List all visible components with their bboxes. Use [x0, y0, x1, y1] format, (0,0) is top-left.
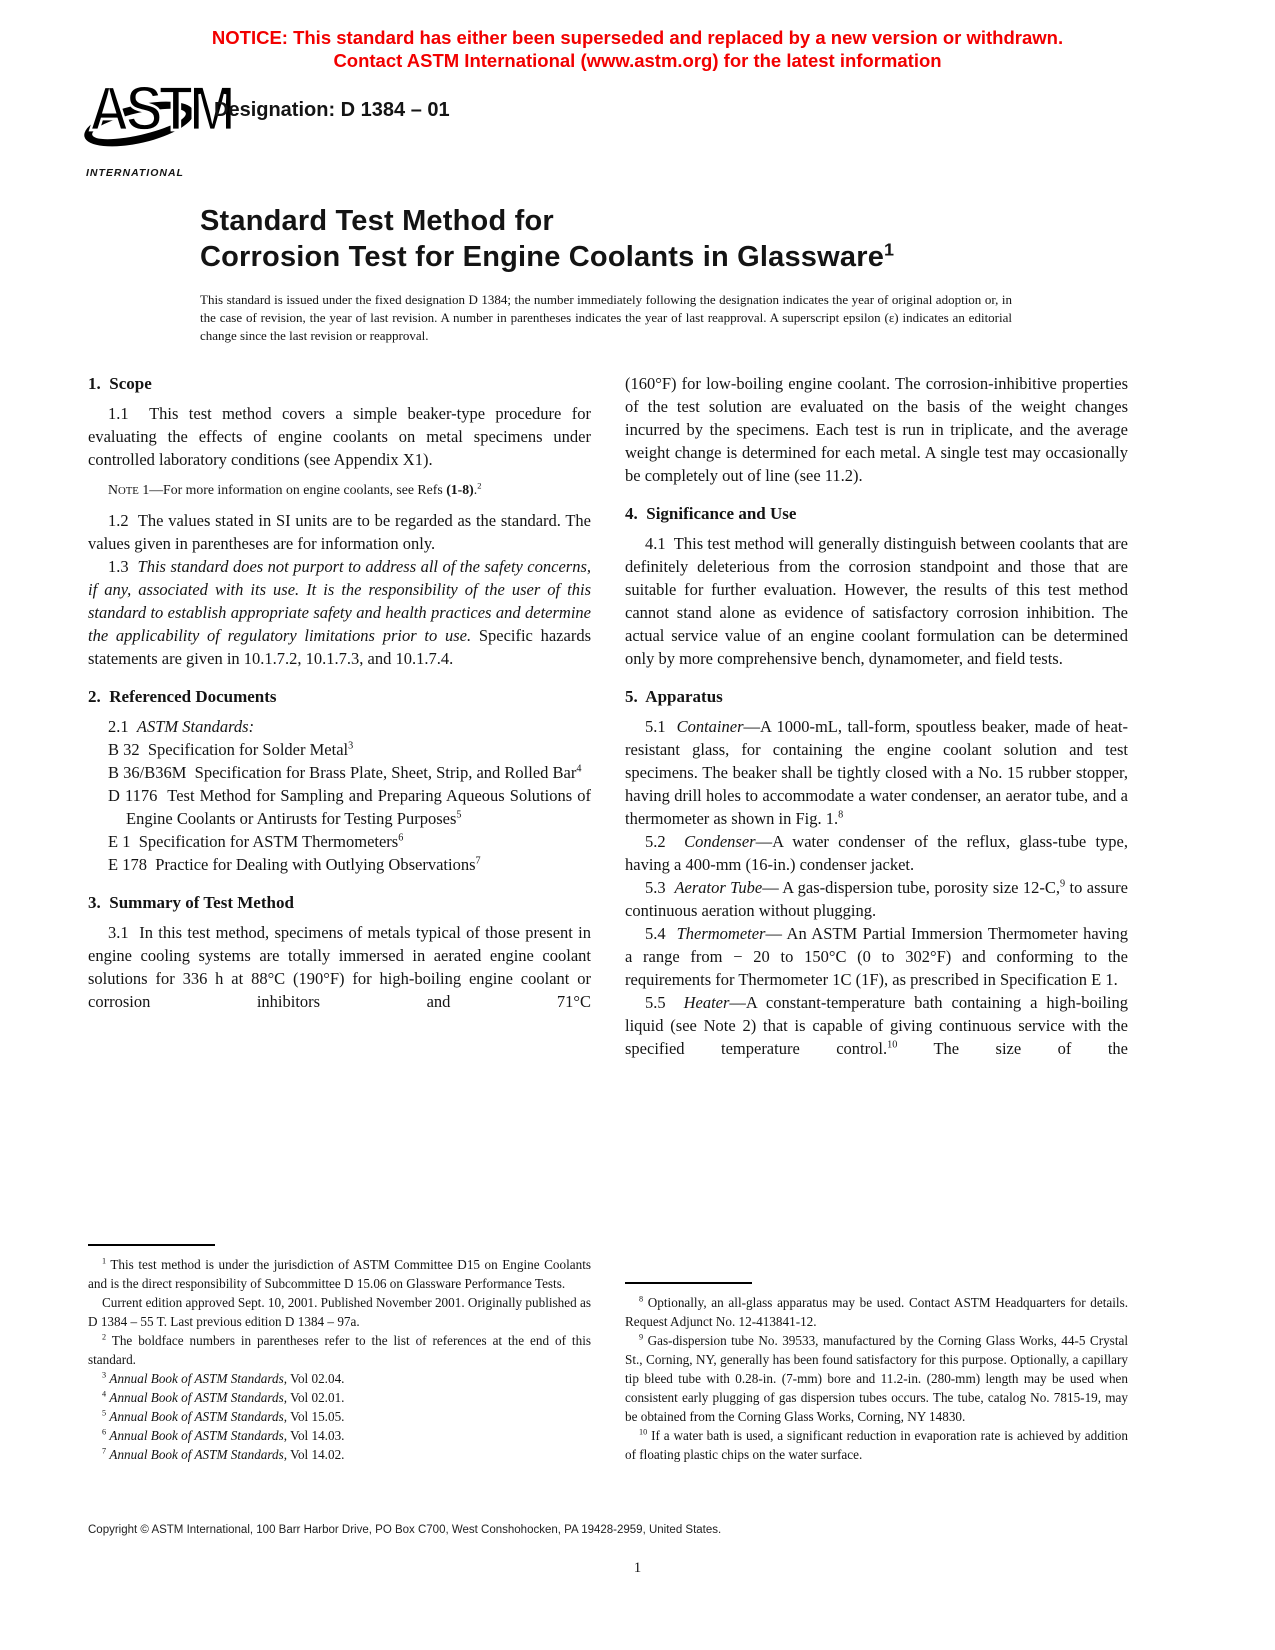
para-1-2: 1.2 The values stated in SI units are to be regarded as the standard. The values given in parentheses are for information only. — [88, 511, 591, 553]
section-heading-scope: 1. Scope — [88, 374, 152, 393]
para-3-1: 3.1 In this test method, specimens of metals typical of those present in engine cooling systems are totally immersed in aerated engine coolant solutions for 336 h at 88°C (190°F) for high-boiling engine coolant or corrosion inhibitors and 71°C — [88, 923, 591, 1011]
body-columns — [88, 372, 1128, 1464]
title-line-1: Standard Test Method for — [200, 205, 554, 237]
page-number: 1 — [633, 1560, 642, 1576]
footnote-4: $^4$ Annual Book of ASTM Standards, Vol 02.01. — [102, 1389, 345, 1405]
copyright-line: Copyright © ASTM International, 100 Barr Harbor Drive, PO Box C700, West Conshohocken, PA 19428-2959, United States. — [88, 1524, 722, 1536]
para-1-1: 1.1 This test method covers a simple beaker-type procedure for evaluating the effects of engine coolants on metal specimens under controlled laboratory conditions (see Appendix X1). — [88, 404, 591, 469]
ref-item-b36: B 36/B36M Specification for Brass Plate, Sheet, Strip, and Rolled Bar$^4$ — [108, 763, 582, 782]
footnote-6: $^6$ Annual Book of ASTM Standards, Vol 14.03. — [102, 1427, 345, 1443]
para-2-1: 2.1 ASTM Standards: — [108, 717, 255, 736]
para-5-5: 5.5 Heater—A constant-temperature bath containing a high-boiling liquid (see Note 2) that is capable of giving continuous service with the specified temperature control.$^{10}$ The size of the — [625, 993, 1128, 1058]
preamble: This standard is issued under the fixed designation D 1384; the number immediately following the designation indicates the year of original adoption or, in the case of revision, the year of last revision. A number in parentheses indicates the year of last reapproval. A superscript epsilon (ε) indicates an editorial change since the last revision or reapproval. — [200, 292, 1012, 343]
ref-item-e1: E 1 Specification for ASTM Thermometers$^6$ — [108, 832, 404, 851]
astm-international-label: INTERNATIONAL — [86, 167, 184, 179]
para-5-1: 5.1 Container—A 1000-mL, tall-form, spoutless beaker, made of heat-resistant glass, for containing the engine coolant solution and test specimens. The beaker shall be tightly closed with a No. 15 rubber stopper, having drill holes to accommodate a water condenser, an aerator tube, and a thermometer as shown in Fig. 1.$^8$ — [625, 717, 1128, 828]
section-heading-summary: 3. Summary of Test Method — [88, 893, 294, 912]
footnote-10: $^{10}$ If a water bath is used, a significant reduction in evaporation rate is achieved by addition of floating plastic chips on the water surface. — [625, 1427, 1128, 1462]
footnotes-right — [625, 1282, 1128, 1464]
footnote-1: $^1$ This test method is under the jurisdiction of ASTM Committee D15 on Engine Coolants and is the direct responsibility of Subcommittee D 15.06 on Glassware Performance Tests. — [88, 1256, 591, 1291]
column-left — [88, 372, 591, 1464]
footnote-rule-left — [88, 1244, 215, 1246]
astm-globe-icon — [86, 73, 232, 164]
doc-title — [200, 203, 894, 275]
ref-item-d1176: D 1176 Test Method for Sampling and Preparing Aqueous Solutions of Engine Coolants or Antirusts for Testing Purposes$^5$ — [108, 786, 591, 828]
para-1-3: 1.3 This standard does not purport to address all of the safety concerns, if any, associated with its use. It is the responsibility of the user of this standard to establish appropriate safety and health practices and determine the applicability of regulatory limitations prior to use. Specific hazards statements are given in 10.1.7.2, 10.1.7.3, and 10.1.7.4. — [88, 557, 591, 668]
footnote-rule-right — [625, 1282, 752, 1284]
footnote-3: $^3$ Annual Book of ASTM Standards, Vol 02.04. — [102, 1370, 345, 1386]
title-line-2: Corrosion Test for Engine Coolants in Glassware$^1$ — [200, 239, 895, 273]
note-1: NOTE 1—For more information on engine coolants, see Refs (1-8).$^2$ — [108, 480, 482, 497]
section-heading-referenced-documents: 2. Referenced Documents — [88, 687, 277, 706]
footnote-9: $^9$ Gas-dispersion tube No. 39533, manufactured by the Corning Glass Works, 44-5 Crystal St., Corning, NY, generally has been found satisfactory for this purpose. Optionally, a capillary tip bleed tube with 0.28-in. (7-mm) bore and 11.2-in. (280-mm) length may be used when consistent early plugging of gas dispersion tubes occurs. The tube, catalog No. 7815-19, may be obtained from the Corning Glass Works, Corning, NY 14830. — [625, 1332, 1128, 1424]
footnote-edition: Current edition approved Sept. 10, 2001. Published November 2001. Originally published as D 1384 – 55 T. Last previous edition D 1384 – 97a. — [88, 1295, 591, 1329]
footnotes-left — [88, 1244, 591, 1464]
para-3-1-continued: (160°F) for low-boiling engine coolant. The corrosion-inhibitive properties of the test solution are evaluated on the basis of the weight changes incurred by the specimens. Each test is run in triplicate, and the average weight change is determined for each metal. A single test may occasionally be completely out of line (see 11.2). — [625, 374, 1128, 485]
notice-line-1: NOTICE: This standard has either been superseded and replaced by a new version or withdrawn. — [211, 27, 1064, 48]
para-5-2: 5.2 Condenser—A water condenser of the reflux, glass-tube type, having a 400-mm (16-in.) condenser jacket. — [625, 832, 1128, 874]
designation: Designation: D 1384 – 01 — [214, 99, 450, 121]
astm-acronym: ASTM — [89, 73, 232, 144]
footnote-8: $^8$ Optionally, an all-glass apparatus may be used. Contact ASTM Headquarters for details. Request Adjunct No. 12-413841-12. — [625, 1294, 1128, 1329]
footnote-5: $^5$ Annual Book of ASTM Standards, Vol 15.05. — [102, 1408, 345, 1424]
footnote-2: $^2$ The boldface numbers in parentheses refer to the list of references at the end of this standard. — [88, 1332, 591, 1367]
notice-line-2: Contact ASTM International (www.astm.org) for the latest information — [333, 50, 942, 71]
section-heading-significance: 4. Significance and Use — [625, 504, 797, 523]
ref-item-e178: E 178 Practice for Dealing with Outlying Observations$^7$ — [108, 855, 481, 874]
superseded-notice — [0, 26, 1275, 72]
para-5-3: 5.3 Aerator Tube— A gas-dispersion tube, porosity size 12-C,$^9$ to assure continuous aeration without plugging. — [625, 878, 1129, 920]
section-heading-apparatus: 5. Apparatus — [625, 687, 723, 706]
astm-logo — [86, 73, 232, 179]
ref-item-b32: B 32 Specification for Solder Metal$^3$ — [108, 740, 354, 759]
footnote-7: $^7$ Annual Book of ASTM Standards, Vol 14.02. — [102, 1446, 345, 1462]
para-4-1: 4.1 This test method will generally distinguish between coolants that are definitely deleterious from the corrosion standpoint and those that are suitable for further evaluation. However, the results of this test method cannot stand alone as evidence of satisfactory corrosion inhibition. The actual service value of an engine coolant formulation can be determined only by more comprehensive bench, dynamometer, and field tests. — [625, 534, 1128, 668]
para-5-4: 5.4 Thermometer— An ASTM Partial Immersion Thermometer having a range from − 20 to 150°C (0 to 302°F) and conforming to the requirements for Thermometer 1C (1F), as prescribed in Specification E 1. — [625, 924, 1128, 989]
column-right — [625, 372, 1128, 1464]
